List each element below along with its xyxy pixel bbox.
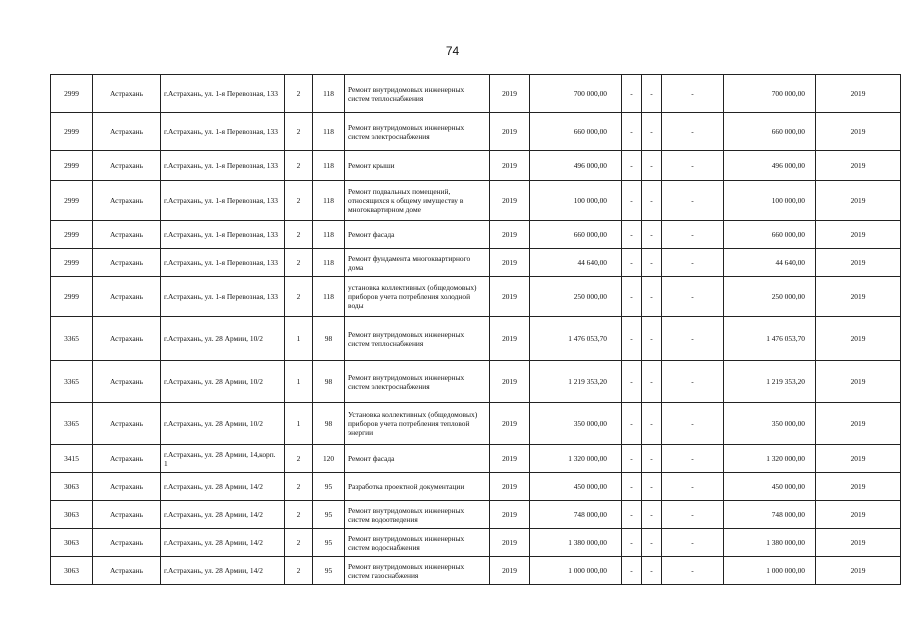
dash-cell: - (642, 473, 662, 501)
year-end-cell: 2019 (816, 445, 901, 473)
dash-cell: - (622, 75, 642, 113)
address-cell: г.Астрахань, ул. 1-я Перевозная, 133 (161, 75, 285, 113)
floors-cell: 2 (285, 557, 313, 585)
dash-cell: - (622, 529, 642, 557)
work-type-cell: Ремонт внутридомовых инженерных систем электроснабжения (345, 361, 490, 403)
number-cell: 98 (313, 403, 345, 445)
year-end-cell: 2019 (816, 75, 901, 113)
work-type-cell: Ремонт внутридомовых инженерных систем водоотведения (345, 501, 490, 529)
dash-cell: - (662, 473, 724, 501)
dash-cell: - (642, 151, 662, 181)
work-type-cell: Ремонт фундамента многоквартирного дома (345, 249, 490, 277)
amount-cell: 1 380 000,00 (530, 529, 622, 557)
amount-cell: 700 000,00 (530, 75, 622, 113)
dash-cell: - (662, 403, 724, 445)
total-cell: 1 320 000,00 (724, 445, 816, 473)
total-cell: 700 000,00 (724, 75, 816, 113)
year-end-cell: 2019 (816, 277, 901, 317)
table-row (51, 361, 901, 403)
work-type-cell: Ремонт внутридомовых инженерных систем теплоснабжения (345, 317, 490, 361)
address-cell: г.Астрахань, ул. 28 Армии, 14/2 (161, 557, 285, 585)
address-cell: г.Астрахань, ул. 1-я Перевозная, 133 (161, 113, 285, 151)
amount-cell: 660 000,00 (530, 221, 622, 249)
year-cell: 2019 (490, 75, 530, 113)
work-type-cell: Ремонт внутридомовых инженерных систем водоснабжения (345, 529, 490, 557)
total-cell: 44 640,00 (724, 249, 816, 277)
dash-cell: - (642, 317, 662, 361)
address-cell: г.Астрахань, ул. 1-я Перевозная, 133 (161, 249, 285, 277)
table-row (51, 277, 901, 317)
city-cell: Астрахань (93, 277, 161, 317)
object-id-cell: 2999 (51, 75, 93, 113)
floors-cell: 1 (285, 317, 313, 361)
address-cell: г.Астрахань, ул. 28 Армии, 10/2 (161, 361, 285, 403)
amount-cell: 250 000,00 (530, 277, 622, 317)
dash-cell: - (622, 361, 642, 403)
city-cell: Астрахань (93, 181, 161, 221)
work-type-cell: Ремонт внутридомовых инженерных систем теплоснабжения (345, 75, 490, 113)
work-type-cell: Ремонт фасада (345, 445, 490, 473)
dash-cell: - (622, 557, 642, 585)
floors-cell: 2 (285, 151, 313, 181)
number-cell: 95 (313, 473, 345, 501)
number-cell: 120 (313, 445, 345, 473)
dash-cell: - (662, 557, 724, 585)
amount-cell: 1 476 053,70 (530, 317, 622, 361)
city-cell: Астрахань (93, 529, 161, 557)
floors-cell: 2 (285, 75, 313, 113)
floors-cell: 2 (285, 221, 313, 249)
city-cell: Астрахань (93, 501, 161, 529)
object-id-cell: 3365 (51, 403, 93, 445)
number-cell: 118 (313, 151, 345, 181)
amount-cell: 450 000,00 (530, 473, 622, 501)
dash-cell: - (662, 113, 724, 151)
table-row (51, 403, 901, 445)
year-cell: 2019 (490, 501, 530, 529)
object-id-cell: 2999 (51, 249, 93, 277)
address-cell: г.Астрахань, ул. 28 Армии, 10/2 (161, 403, 285, 445)
table-row (51, 221, 901, 249)
total-cell: 1 000 000,00 (724, 557, 816, 585)
object-id-cell: 2999 (51, 113, 93, 151)
total-cell: 660 000,00 (724, 113, 816, 151)
total-cell: 496 000,00 (724, 151, 816, 181)
amount-cell: 350 000,00 (530, 403, 622, 445)
year-cell: 2019 (490, 445, 530, 473)
floors-cell: 2 (285, 529, 313, 557)
amount-cell: 496 000,00 (530, 151, 622, 181)
year-end-cell: 2019 (816, 113, 901, 151)
work-type-cell: Разработка проектной документации (345, 473, 490, 501)
year-end-cell: 2019 (816, 181, 901, 221)
amount-cell: 1 320 000,00 (530, 445, 622, 473)
table-row (51, 181, 901, 221)
dash-cell: - (662, 361, 724, 403)
dash-cell: - (662, 151, 724, 181)
work-type-cell: Ремонт крыши (345, 151, 490, 181)
dash-cell: - (642, 249, 662, 277)
floors-cell: 2 (285, 445, 313, 473)
number-cell: 95 (313, 557, 345, 585)
number-cell: 118 (313, 113, 345, 151)
object-id-cell: 2999 (51, 221, 93, 249)
dash-cell: - (642, 501, 662, 529)
total-cell: 1 380 000,00 (724, 529, 816, 557)
year-end-cell: 2019 (816, 221, 901, 249)
object-id-cell: 3365 (51, 317, 93, 361)
dash-cell: - (622, 221, 642, 249)
repair-program-table (50, 74, 901, 585)
amount-cell: 660 000,00 (530, 113, 622, 151)
number-cell: 118 (313, 181, 345, 221)
city-cell: Астрахань (93, 317, 161, 361)
dash-cell: - (642, 277, 662, 317)
dash-cell: - (662, 75, 724, 113)
floors-cell: 2 (285, 113, 313, 151)
dash-cell: - (642, 113, 662, 151)
year-cell: 2019 (490, 181, 530, 221)
object-id-cell: 3063 (51, 473, 93, 501)
dash-cell: - (662, 445, 724, 473)
dash-cell: - (662, 529, 724, 557)
city-cell: Астрахань (93, 473, 161, 501)
floors-cell: 1 (285, 361, 313, 403)
year-cell: 2019 (490, 361, 530, 403)
object-id-cell: 3063 (51, 557, 93, 585)
amount-cell: 1 000 000,00 (530, 557, 622, 585)
total-cell: 1 219 353,20 (724, 361, 816, 403)
total-cell: 660 000,00 (724, 221, 816, 249)
year-cell: 2019 (490, 529, 530, 557)
year-cell: 2019 (490, 403, 530, 445)
city-cell: Астрахань (93, 113, 161, 151)
number-cell: 95 (313, 529, 345, 557)
dash-cell: - (642, 181, 662, 221)
year-cell: 2019 (490, 473, 530, 501)
floors-cell: 2 (285, 181, 313, 221)
city-cell: Астрахань (93, 151, 161, 181)
floors-cell: 2 (285, 501, 313, 529)
dash-cell: - (642, 221, 662, 249)
address-cell: г.Астрахань, ул. 28 Армии, 14/2 (161, 529, 285, 557)
floors-cell: 2 (285, 277, 313, 317)
object-id-cell: 2999 (51, 181, 93, 221)
year-cell: 2019 (490, 221, 530, 249)
work-type-cell: Ремонт внутридомовых инженерных систем электроснабжения (345, 113, 490, 151)
dash-cell: - (662, 501, 724, 529)
table-row (51, 151, 901, 181)
table-row (51, 113, 901, 151)
year-cell: 2019 (490, 317, 530, 361)
work-type-cell: Ремонт подвальных помещений, относящихся к общему имуществу в многоквартирном доме (345, 181, 490, 221)
year-cell: 2019 (490, 277, 530, 317)
object-id-cell: 2999 (51, 151, 93, 181)
city-cell: Астрахань (93, 361, 161, 403)
year-end-cell: 2019 (816, 557, 901, 585)
dash-cell: - (622, 501, 642, 529)
dash-cell: - (622, 151, 642, 181)
number-cell: 118 (313, 249, 345, 277)
year-cell: 2019 (490, 151, 530, 181)
dash-cell: - (622, 445, 642, 473)
work-type-cell: Установка коллективных (общедомовых) приборов учета потребления тепловой энергии (345, 403, 490, 445)
work-type-cell: установка коллективных (общедомовых) приборов учета потребления холодной воды (345, 277, 490, 317)
dash-cell: - (662, 317, 724, 361)
floors-cell: 1 (285, 403, 313, 445)
number-cell: 118 (313, 221, 345, 249)
number-cell: 118 (313, 277, 345, 317)
year-end-cell: 2019 (816, 403, 901, 445)
dash-cell: - (642, 403, 662, 445)
address-cell: г.Астрахань, ул. 1-я Перевозная, 133 (161, 181, 285, 221)
city-cell: Астрахань (93, 249, 161, 277)
city-cell: Астрахань (93, 403, 161, 445)
object-id-cell: 2999 (51, 277, 93, 317)
total-cell: 350 000,00 (724, 403, 816, 445)
year-end-cell: 2019 (816, 529, 901, 557)
year-cell: 2019 (490, 557, 530, 585)
total-cell: 250 000,00 (724, 277, 816, 317)
dash-cell: - (642, 361, 662, 403)
address-cell: г.Астрахань, ул. 28 Армии, 14/2 (161, 473, 285, 501)
dash-cell: - (642, 529, 662, 557)
dash-cell: - (642, 445, 662, 473)
dash-cell: - (642, 557, 662, 585)
object-id-cell: 3365 (51, 361, 93, 403)
dash-cell: - (622, 473, 642, 501)
address-cell: г.Астрахань, ул. 28 Армии, 14/2 (161, 501, 285, 529)
dash-cell: - (622, 181, 642, 221)
year-cell: 2019 (490, 249, 530, 277)
year-end-cell: 2019 (816, 501, 901, 529)
object-id-cell: 3063 (51, 529, 93, 557)
work-type-cell: Ремонт фасада (345, 221, 490, 249)
table-row (51, 557, 901, 585)
work-type-cell: Ремонт внутридомовых инженерных систем газоснабжения (345, 557, 490, 585)
city-cell: Астрахань (93, 557, 161, 585)
address-cell: г.Астрахань, ул. 1-я Перевозная, 133 (161, 151, 285, 181)
year-end-cell: 2019 (816, 151, 901, 181)
year-end-cell: 2019 (816, 361, 901, 403)
table-body (51, 75, 901, 585)
dash-cell: - (622, 403, 642, 445)
floors-cell: 2 (285, 473, 313, 501)
year-end-cell: 2019 (816, 473, 901, 501)
address-cell: г.Астрахань, ул. 28 Армии, 14,корп. 1 (161, 445, 285, 473)
total-cell: 748 000,00 (724, 501, 816, 529)
number-cell: 95 (313, 501, 345, 529)
object-id-cell: 3063 (51, 501, 93, 529)
city-cell: Астрахань (93, 445, 161, 473)
year-end-cell: 2019 (816, 249, 901, 277)
dash-cell: - (662, 181, 724, 221)
table-row (51, 529, 901, 557)
number-cell: 98 (313, 361, 345, 403)
dash-cell: - (622, 113, 642, 151)
total-cell: 1 476 053,70 (724, 317, 816, 361)
dash-cell: - (622, 249, 642, 277)
total-cell: 450 000,00 (724, 473, 816, 501)
dash-cell: - (662, 249, 724, 277)
address-cell: г.Астрахань, ул. 1-я Перевозная, 133 (161, 277, 285, 317)
year-cell: 2019 (490, 113, 530, 151)
address-cell: г.Астрахань, ул. 28 Армии, 10/2 (161, 317, 285, 361)
page-number: 74 (445, 44, 460, 58)
amount-cell: 748 000,00 (530, 501, 622, 529)
city-cell: Астрахань (93, 221, 161, 249)
address-cell: г.Астрахань, ул. 1-я Перевозная, 133 (161, 221, 285, 249)
year-end-cell: 2019 (816, 317, 901, 361)
dash-cell: - (662, 277, 724, 317)
table-row (51, 75, 901, 113)
total-cell: 100 000,00 (724, 181, 816, 221)
table-row (51, 473, 901, 501)
table-row (51, 249, 901, 277)
city-cell: Астрахань (93, 75, 161, 113)
table-row (51, 445, 901, 473)
amount-cell: 44 640,00 (530, 249, 622, 277)
table-row (51, 501, 901, 529)
dash-cell: - (622, 277, 642, 317)
number-cell: 118 (313, 75, 345, 113)
dash-cell: - (622, 317, 642, 361)
dash-cell: - (642, 75, 662, 113)
amount-cell: 100 000,00 (530, 181, 622, 221)
number-cell: 98 (313, 317, 345, 361)
table-row (51, 317, 901, 361)
dash-cell: - (662, 221, 724, 249)
object-id-cell: 3415 (51, 445, 93, 473)
floors-cell: 2 (285, 249, 313, 277)
amount-cell: 1 219 353,20 (530, 361, 622, 403)
